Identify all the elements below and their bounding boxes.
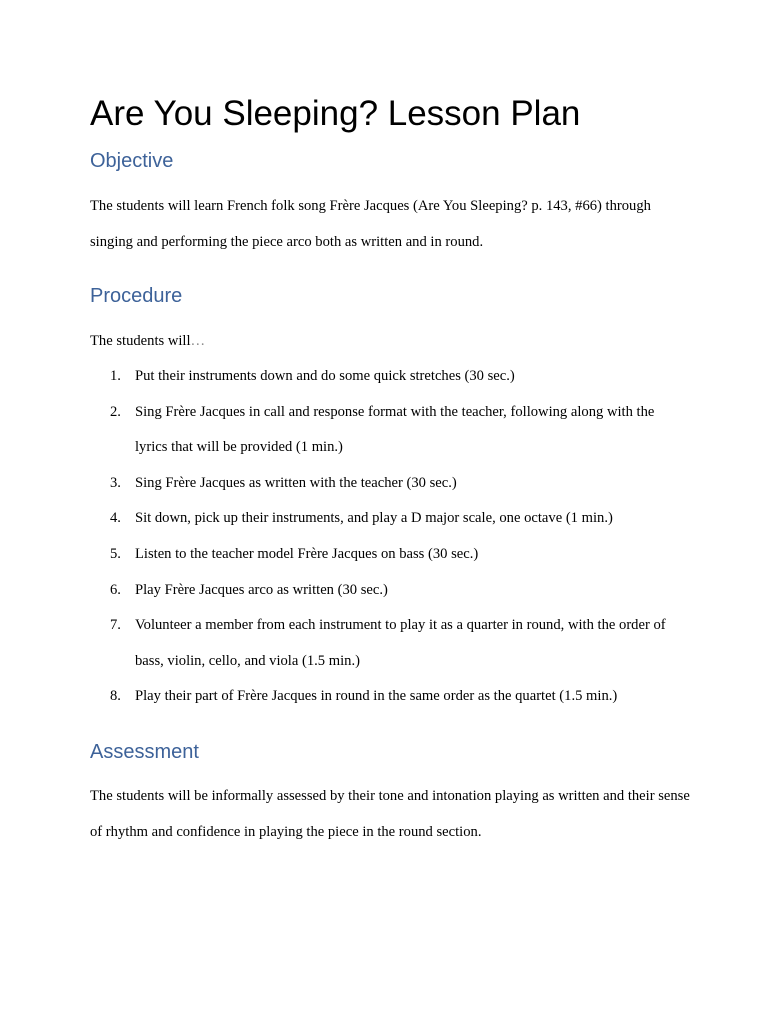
procedure-intro bbox=[90, 323, 205, 359]
step-number: 5. bbox=[110, 545, 121, 562]
procedure-intro-ellipsis: … bbox=[190, 333, 206, 349]
page-title: Are You Sleeping? Lesson Plan bbox=[90, 94, 581, 133]
procedure-step bbox=[90, 573, 690, 609]
procedure-step bbox=[90, 359, 690, 395]
step-text: Sit down, pick up their instruments, and play a D major scale, one octave (1 min.) bbox=[135, 510, 613, 527]
procedure-step bbox=[90, 537, 690, 573]
step-text: Listen to the teacher model Frère Jacques on bass (30 sec.) bbox=[135, 545, 479, 562]
step-number: 8. bbox=[110, 688, 121, 705]
step-text: Play Frère Jacques arco as written (30 sec.) bbox=[135, 581, 388, 598]
procedure-intro-text: The students will bbox=[90, 333, 191, 349]
objective-heading: Objective bbox=[90, 150, 174, 172]
step-number: 3. bbox=[110, 474, 121, 491]
procedure-step bbox=[90, 466, 690, 502]
procedure-step bbox=[90, 679, 690, 715]
step-number: 4. bbox=[110, 510, 121, 527]
procedure-steps-list bbox=[90, 359, 690, 715]
step-number: 6. bbox=[110, 581, 121, 598]
step-text: Play their part of Frère Jacques in round in the same order as the quartet (1.5 min.) bbox=[135, 688, 618, 705]
step-number: 1. bbox=[110, 368, 121, 384]
step-number: 2. bbox=[110, 403, 121, 420]
procedure-step bbox=[90, 395, 690, 466]
step-text: Sing Frère Jacques in call and response format with the teacher, following along with the lyrics that will be provided (1 min.) bbox=[135, 403, 655, 456]
procedure-step bbox=[90, 501, 690, 537]
step-text: Volunteer a member from each instrument to play it as a quarter in round, with the order of bass, violin, cello, and viola (1.5 min.) bbox=[135, 617, 666, 669]
objective-text: The students will learn French folk song Frère Jacques (Are You Sleeping? p. 143, #66) through singing and performing the piece arco both as written and in round. bbox=[90, 198, 651, 250]
step-text: Put their instruments down and do some quick stretches (30 sec.) bbox=[135, 368, 515, 384]
assessment-heading: Assessment bbox=[90, 741, 199, 763]
procedure-step bbox=[90, 608, 690, 679]
assessment-text: The students will be informally assessed by their tone and intonation playing as written and their sense of rhythm and confidence in playing the piece in the round section. bbox=[90, 788, 690, 840]
procedure-heading: Procedure bbox=[90, 285, 183, 307]
step-number: 7. bbox=[110, 617, 121, 634]
step-text: Sing Frère Jacques as written with the teacher (30 sec.) bbox=[135, 474, 457, 491]
